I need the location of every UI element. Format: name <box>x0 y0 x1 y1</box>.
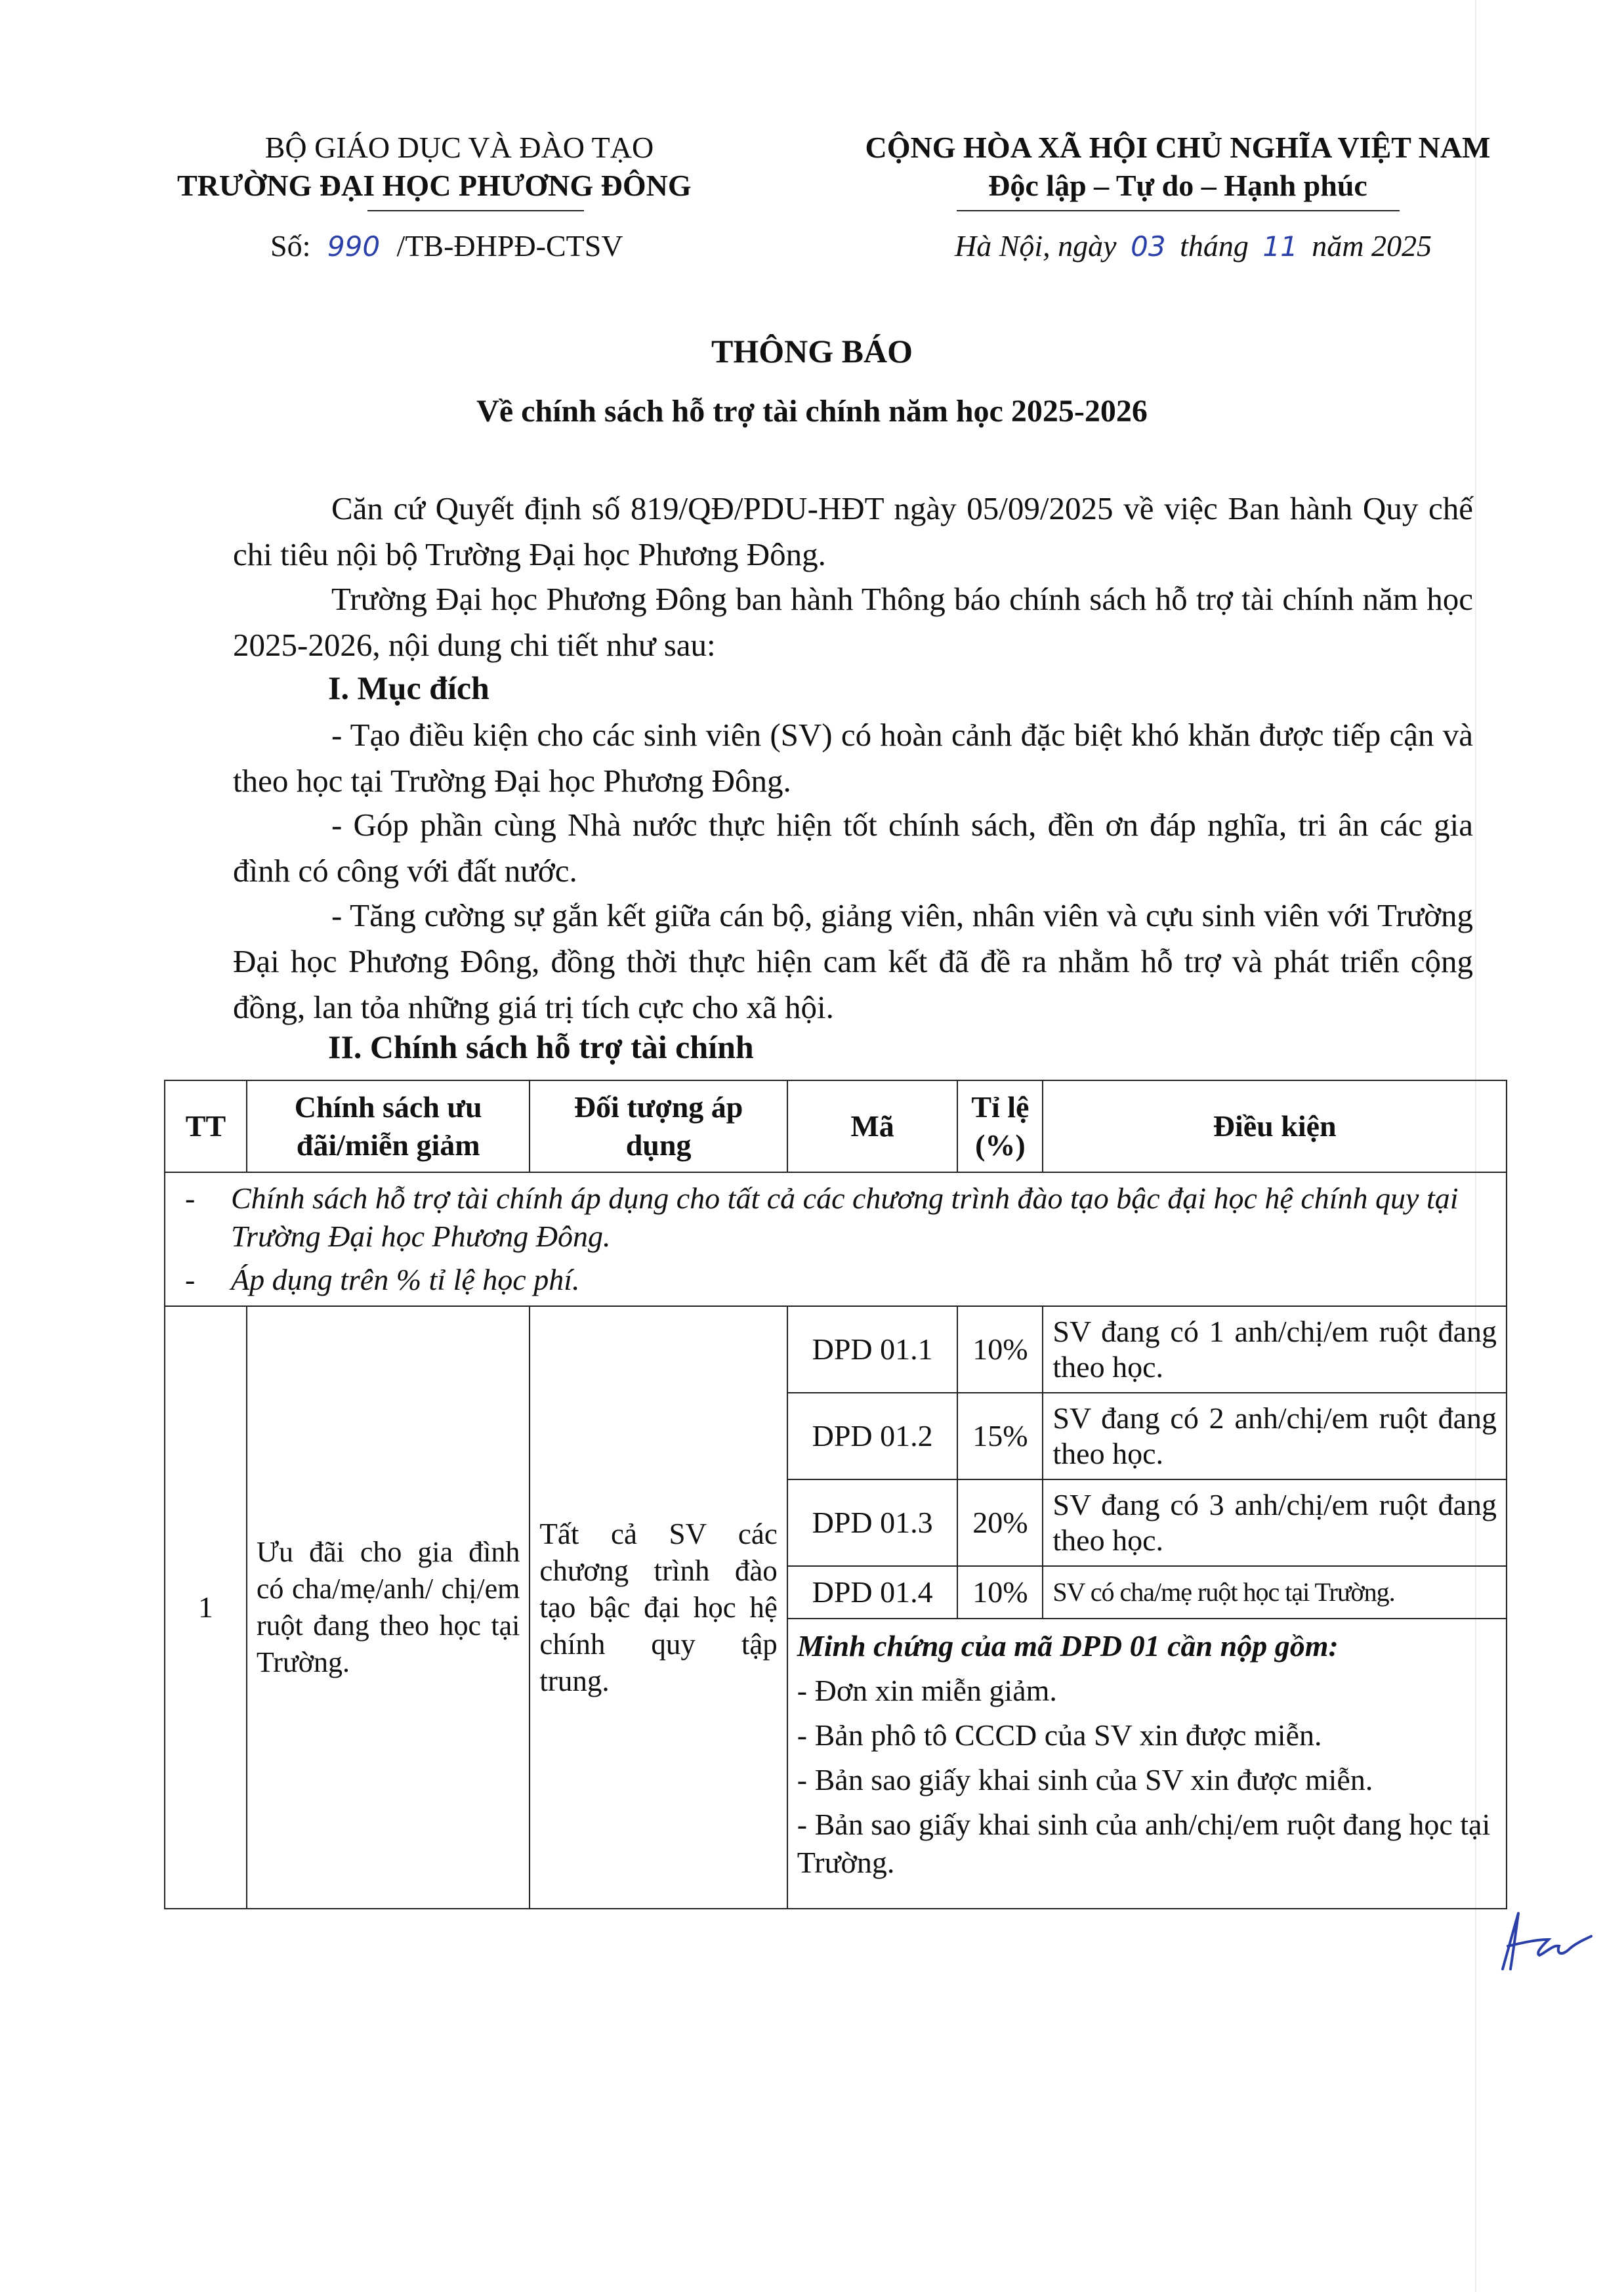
evidence-item: - Bản sao giấy khai sinh của SV xin được miễn. <box>797 1763 1373 1796</box>
row-tt: 1 <box>165 1306 247 1909</box>
rate-cell: 20% <box>957 1479 1043 1566</box>
rate-cell: 15% <box>957 1393 1043 1479</box>
condition-cell: SV đang có 2 anh/chị/em ruột đang theo học. <box>1043 1393 1507 1479</box>
evidence-item: - Bản phô tô CCCD của SV xin được miễn. <box>797 1718 1322 1752</box>
purpose-bullet-3: - Tăng cường sự gắn kết giữa cán bộ, giảng viên, nhân viên và cựu sinh viên với Trường Đại học Phương Đông, đồng thời thực hiện cam kết đã đề ra nhằm hỗ trợ và phát triển cộng đồng, lan tỏa những giá trị tích cực cho xã hội. <box>233 897 1473 1025</box>
document-title: THÔNG BÁO <box>711 333 913 370</box>
note-item <box>185 1261 1497 1299</box>
university-underline <box>367 210 584 211</box>
section-policy-heading: II. Chính sách hỗ trợ tài chính <box>328 1029 754 1065</box>
ministry-name: BỘ GIÁO DỤC VÀ ĐÀO TẠO <box>264 131 654 164</box>
motto-underline <box>957 210 1400 211</box>
rate-cell: 10% <box>957 1566 1043 1619</box>
section-purpose-heading: I. Mục đích <box>328 669 489 706</box>
condition-cell: SV đang có 1 anh/chị/em ruột đang theo học. <box>1043 1306 1507 1393</box>
condition-cell: SV có cha/mẹ ruột học tại Trường. <box>1043 1566 1507 1619</box>
university-name: TRƯỜNG ĐẠI HỌC PHƯƠNG ĐÔNG <box>177 169 692 202</box>
evidence-item: - Bản sao giấy khai sinh của anh/chị/em ruột đang học tại Trường. <box>797 1808 1491 1879</box>
header-policy: Chính sách ưu đãi/miễn giảm <box>247 1080 530 1172</box>
table-header-row <box>165 1080 1507 1172</box>
paragraph-legal-basis: Căn cứ Quyết định số 819/QĐ/PDU-HĐT ngày 05/09/2025 về việc Ban hành Quy chế chi tiêu nội bộ Trường Đại học Phương Đông. <box>233 490 1473 572</box>
table-row <box>165 1306 1507 1393</box>
evidence-title: Minh chứng của mã DPD 01 cần nộp gồm: <box>797 1629 1339 1663</box>
code-cell: DPD 01.2 <box>787 1393 958 1479</box>
issue-date <box>955 226 1432 266</box>
code-cell: DPD 01.4 <box>787 1566 958 1619</box>
code-cell: DPD 01.1 <box>787 1306 958 1393</box>
header-rate: Tỉ lệ (%) <box>957 1080 1043 1172</box>
evidence-cell <box>787 1619 1507 1909</box>
purpose-bullet-1: - Tạo điều kiện cho các sinh viên (SV) có hoàn cảnh đặc biệt khó khăn được tiếp cận và theo học tại Trường Đại học Phương Đông. <box>233 717 1473 799</box>
note-text: Chính sách hỗ trợ tài chính áp dụng cho tất cả các chương trình đào tạo bậc đại học hệ chính quy tại Trường Đại học Phương Đông. <box>231 1181 1459 1253</box>
national-motto: Độc lập – Tự do – Hạnh phúc <box>988 169 1367 202</box>
financial-policy-table <box>164 1080 1507 1909</box>
note-item <box>185 1179 1497 1256</box>
purpose-bullet-2: - Góp phần cùng Nhà nước thực hiện tốt chính sách, đền ơn đáp nghĩa, tri ân các gia đình có công với đất nước. <box>233 807 1473 889</box>
document-subtitle: Về chính sách hỗ trợ tài chính năm học 2025-2026 <box>476 394 1148 429</box>
header-condition: Điều kiện <box>1043 1080 1507 1172</box>
header-target: Đối tượng áp dụng <box>530 1080 787 1172</box>
date-day: 03 <box>1131 230 1166 263</box>
number-handwritten: 990 <box>327 230 381 263</box>
date-prefix: Hà Nội, ngày <box>955 229 1117 263</box>
rate-cell: 10% <box>957 1306 1043 1393</box>
year-label: năm 2025 <box>1312 229 1432 263</box>
number-label: Số: <box>270 229 311 263</box>
row-target: Tất cả SV các chương trình đào tạo bậc đại học hệ chính quy tập trung. <box>530 1306 787 1909</box>
note-dash: - <box>185 1263 196 1296</box>
condition-cell: SV đang có 3 anh/chị/em ruột đang theo học. <box>1043 1479 1507 1566</box>
note-text: Áp dụng trên % tỉ lệ học phí. <box>231 1263 580 1296</box>
code-cell: DPD 01.3 <box>787 1479 958 1566</box>
country-name: CỘNG HÒA XÃ HỘI CHỦ NGHĨA VIỆT NAM <box>865 131 1491 164</box>
paragraph-intro: Trường Đại học Phương Đông ban hành Thông báo chính sách hỗ trợ tài chính năm học 2025-2026, nội dung chi tiết như sau: <box>233 581 1473 663</box>
note-dash: - <box>185 1181 196 1215</box>
notes-cell <box>165 1172 1507 1306</box>
month-label: tháng <box>1180 229 1249 263</box>
row-policy: Ưu đãi cho gia đình có cha/mẹ/anh/ chị/em ruột đang theo học tại Trường. <box>247 1306 530 1909</box>
notes-row <box>165 1172 1507 1306</box>
date-month: 11 <box>1262 230 1298 263</box>
document-number <box>270 226 623 266</box>
header-tt: TT <box>165 1080 247 1172</box>
number-suffix: /TB-ĐHPĐ-CTSV <box>396 229 623 263</box>
initials-signature <box>1496 1907 1594 1979</box>
evidence-item: - Đơn xin miễn giảm. <box>797 1674 1057 1707</box>
header-code: Mã <box>787 1080 958 1172</box>
